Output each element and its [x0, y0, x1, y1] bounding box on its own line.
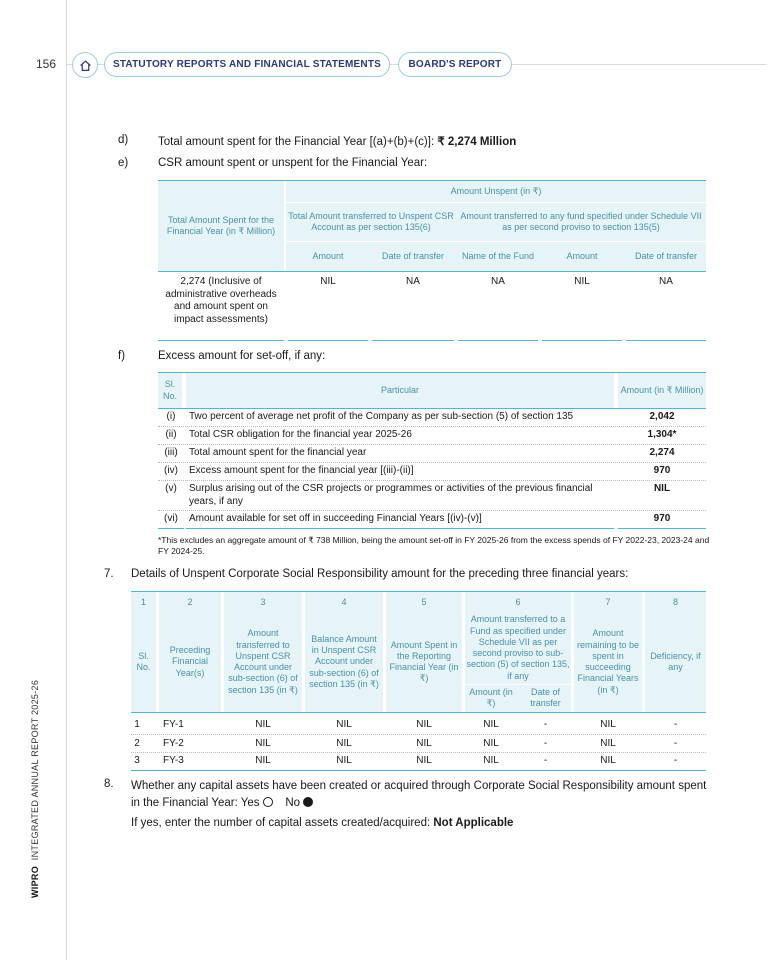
col-particular: Particular [380, 384, 419, 395]
col-number-3: 3 [260, 597, 266, 608]
table-row-year: FY-2 [163, 738, 184, 749]
no-radio[interactable] [303, 797, 313, 807]
row-divider [158, 510, 706, 511]
col-preceding-year: Preceding Financial Year(s) [169, 645, 211, 678]
item-8-yes-text: in the Financial Year: Yes [131, 796, 260, 809]
left-margin-rule [66, 0, 67, 960]
table-row-spent: NIL [416, 719, 432, 730]
group-fund-transfer: Amount transferred to a Fund as specified under Schedule VII as per second proviso to sub-section (5) of section 135, if any [466, 614, 570, 681]
header-bottom-rule [158, 271, 706, 272]
col-deficiency: Deficiency, if any [650, 650, 701, 672]
report-name: INTEGRATED ANNUAL REPORT 2025-26 [30, 679, 40, 861]
item-7-text: Details of Unspent Corporate Social Responsibility amount for the preceding three financial years: [131, 568, 629, 580]
cell-fund-name: NA [491, 276, 505, 287]
table-row-particular: Two percent of average net profit of the Company as per sub-section (5) of section 135 [189, 411, 574, 422]
col-number-8: 8 [672, 597, 678, 608]
brand-name: WIPRO [30, 866, 40, 898]
table-row-year: FY-3 [163, 755, 184, 766]
table-row-balance: NIL [336, 719, 352, 730]
table-row-particular: Excess amount spent for the financial year [(iii)-(ii)] [189, 465, 414, 476]
cell-total-spent: 2,274 (Inclusive of administrative overheads and amount spent on impact assessments) [165, 276, 277, 325]
cell-date-1: NA [406, 276, 420, 287]
table-row-amount: 2,274 [649, 447, 675, 458]
col-number-6: 6 [515, 597, 521, 608]
col-date-2: Date of transfer [634, 250, 698, 261]
cell-date-2: NA [659, 276, 673, 287]
row-divider [158, 480, 706, 481]
table-row-sl: (iii) [164, 447, 178, 458]
row-underline [158, 528, 184, 529]
col-amount-spent: Amount Spent in the Reporting Financial Year (in ₹) [389, 639, 459, 684]
item-7-label: 7. [104, 568, 114, 580]
header-bottom-rule [158, 408, 706, 409]
row-divider [131, 752, 706, 753]
table-row-balance: NIL [336, 738, 352, 749]
table-row-sl: 1 [134, 719, 140, 730]
col-sl-no: Sl. No. [162, 379, 177, 401]
table-footnote: *This excludes an aggregate amount of ₹ 738 Million, being the amount set-off in FY 2025-26 from the excess spends of FY 2022-23, 2023-24 and FY 2024-25. [158, 535, 710, 557]
home-button[interactable] [72, 52, 98, 78]
side-report-label [30, 680, 40, 898]
col-amount-remaining: Amount remaining to be spent in succeeding Financial Years (in ₹) [576, 628, 640, 695]
table-row-fund-amount: NIL [483, 755, 499, 766]
item-d-label: d) [118, 134, 129, 146]
row-underline [158, 340, 284, 341]
row-underline [626, 340, 706, 341]
table-row-fund-amount: NIL [483, 719, 499, 730]
table-row-amount: NIL [653, 483, 671, 494]
table-row-particular: Total amount spent for the financial year [189, 447, 367, 458]
item-d-value: ₹ 2,274 Million [437, 136, 517, 148]
table-row-sl: 3 [134, 755, 140, 766]
table-row-sl: (i) [166, 411, 176, 422]
col-number-4: 4 [341, 597, 347, 608]
home-icon [79, 59, 92, 72]
col-date-1: Date of transfer [381, 250, 445, 261]
item-e-label: e) [118, 157, 129, 169]
table-row-deficiency: - [673, 755, 678, 766]
yes-radio[interactable] [263, 797, 273, 807]
table-row-particular: Total CSR obligation for the financial year 2025-26 [189, 429, 412, 440]
group-transferred-fund: Amount transferred to any fund specified under Schedule VII as per second proviso to section 135(5) [460, 210, 702, 232]
col-amount-2: Amount [566, 250, 598, 261]
col-number-5: 5 [421, 597, 427, 608]
row-underline [372, 340, 454, 341]
table-row-remaining: NIL [600, 755, 616, 766]
table-row-year: FY-1 [163, 719, 184, 730]
col-fund-name: Name of the Fund [461, 250, 535, 261]
table-row-sl: (v) [165, 483, 177, 494]
table-row-spent: NIL [416, 738, 432, 749]
item-8-label: 8. [104, 778, 114, 790]
col-amount: Amount (in ₹ Million) [620, 384, 704, 395]
row-underline [131, 770, 706, 771]
item-d-text [158, 134, 516, 148]
item-f-label: f) [118, 350, 126, 362]
table-row-deficiency: - [673, 719, 678, 730]
item-8-line-2 [131, 795, 711, 812]
item-8-line-1: Whether any capital assets have been created or acquired through Corporate Social Responsibility amount spent [131, 780, 707, 792]
table-row-sl: 2 [134, 738, 140, 749]
table-row-fund-amount: NIL [483, 738, 499, 749]
table-row-fund-date: - [543, 755, 548, 766]
row-divider [158, 426, 706, 427]
col-total-spent: Total Amount Spent for the Financial Year (in ₹ Million) [166, 214, 276, 236]
nav-statutory-reports[interactable]: STATUTORY REPORTS AND FINANCIAL STATEMENTS [104, 52, 390, 77]
col-fund-amount: Amount (in ₹) [469, 686, 513, 708]
table-row-fund-date: - [543, 719, 548, 730]
group-transferred-unspent-account: Total Amount transferred to Unspent CSR Account as per section 135(6) [288, 210, 454, 232]
cell-amount-2: NIL [574, 276, 590, 287]
col-number-2: 2 [187, 597, 193, 608]
row-divider [131, 734, 706, 735]
table-row-spent: NIL [416, 755, 432, 766]
col-amount-1: Amount [312, 250, 344, 261]
table-row-remaining: NIL [600, 719, 616, 730]
col-balance-amount: Balance Amount in Unspent CSR Account under sub-section (6) of section 135 (in ₹) [309, 633, 379, 689]
table-row-particular: Surplus arising out of the CSR projects or programmes or activities of the previous financial years, if any [189, 483, 593, 507]
table-row-amount: 970 [653, 465, 671, 476]
col-fund-date: Date of transfer [530, 686, 561, 708]
row-underline [458, 340, 538, 341]
item-8-followup-text: If yes, enter the number of capital assets created/acquired: [131, 817, 434, 829]
no-label: No [285, 796, 301, 809]
table-row-transferred: NIL [255, 719, 271, 730]
row-underline [186, 528, 614, 529]
table-row-sl: (ii) [165, 429, 177, 440]
row-divider [158, 462, 706, 463]
table-row-amount: 1,304* [647, 429, 677, 440]
item-d-description: Total amount spent for the Financial Year [(a)+(b)+(c)]: [158, 136, 438, 148]
table-row-sl: (vi) [164, 513, 178, 524]
table-row-amount: 970 [653, 513, 671, 524]
table-row-balance: NIL [336, 755, 352, 766]
row-divider [158, 444, 706, 445]
header-bottom-rule [131, 712, 706, 713]
col-sl-no: Sl. No. [136, 650, 151, 672]
row-underline [288, 340, 368, 341]
table-row-transferred: NIL [255, 738, 271, 749]
group-amount-unspent: Amount Unspent (in ₹) [450, 186, 542, 197]
cell-amount-1: NIL [320, 276, 336, 287]
item-8-followup-value: Not Applicable [433, 817, 514, 829]
nav-boards-report[interactable]: BOARD'S REPORT [398, 52, 512, 77]
col-number-1: 1 [140, 597, 146, 608]
table-row-sl: (iv) [164, 465, 178, 476]
table-row-fund-date: - [543, 738, 548, 749]
item-8-followup [131, 817, 513, 829]
col-amount-transferred: Amount transferred to Unspent CSR Account under sub-section (6) of section 135 (in ₹) [228, 628, 298, 695]
page-number: 156 [36, 57, 57, 71]
table-row-particular: Amount available for set off in succeeding Financial Years [(iv)-(v)] [189, 513, 482, 524]
row-underline [618, 528, 706, 529]
item-8-text [131, 778, 711, 811]
col-number-7: 7 [605, 597, 611, 608]
table-row-deficiency: - [673, 738, 678, 749]
table-row-transferred: NIL [255, 755, 271, 766]
table-row-remaining: NIL [600, 738, 616, 749]
item-e-text: CSR amount spent or unspent for the Financial Year: [158, 157, 428, 169]
table-row-amount: 2,042 [649, 411, 675, 422]
item-f-text: Excess amount for set-off, if any: [158, 350, 326, 362]
row-underline [542, 340, 622, 341]
